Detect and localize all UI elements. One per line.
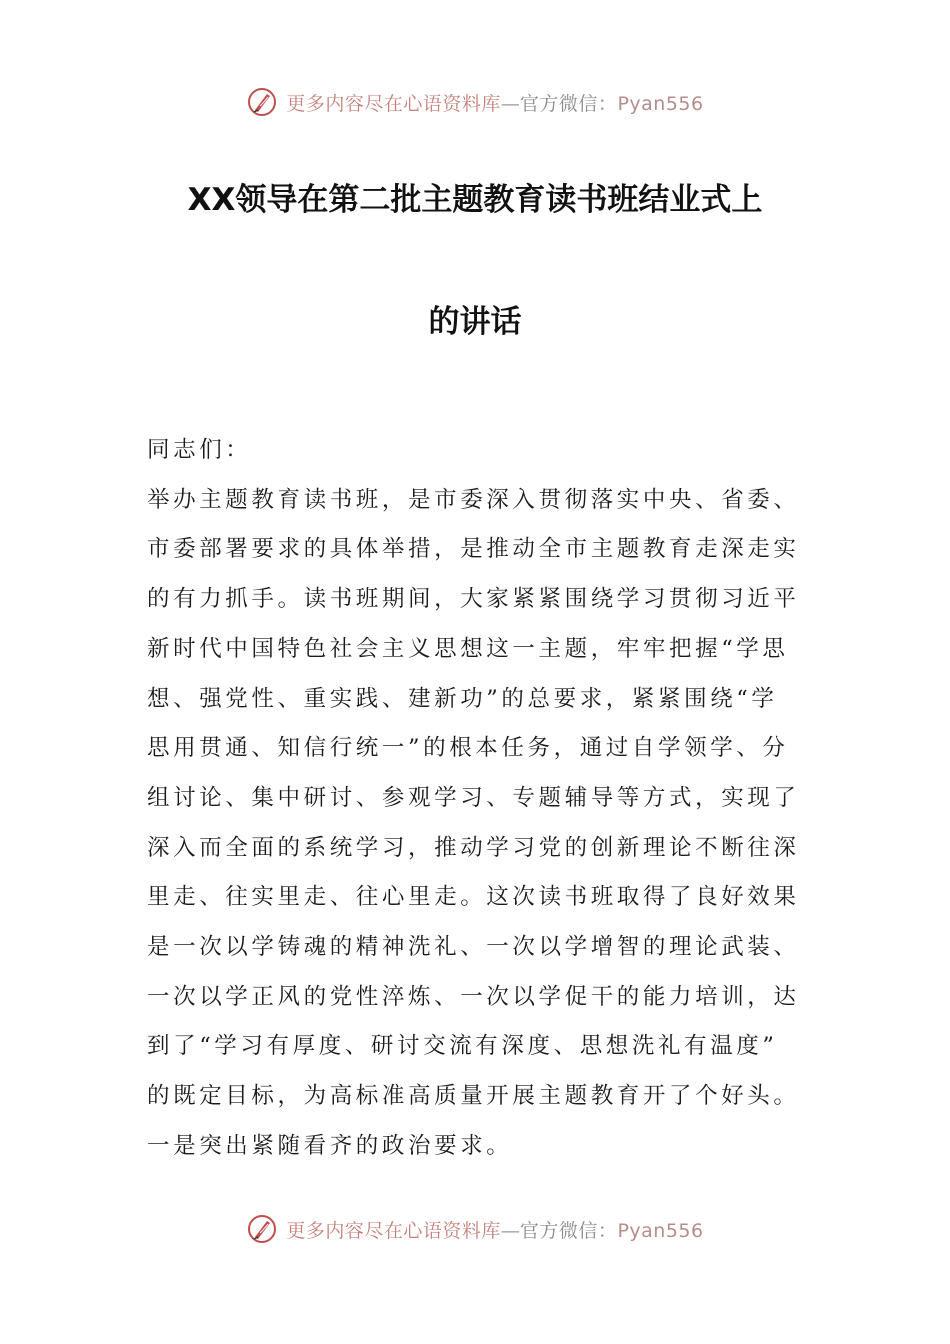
body-line: 同志们： bbox=[147, 437, 252, 463]
watermark-contact-id: Pyan556 bbox=[617, 92, 704, 115]
body-line: 市委部署要求的具体举措，是推动全市主题教育走深走实 bbox=[147, 536, 800, 563]
body-line: 思用贯通、知信行统一”的根本任务，通过自学领学、分 bbox=[147, 735, 789, 762]
body-line: 里走、往实里走、往心里走。这次读书班取得了良好效果 bbox=[147, 884, 800, 911]
body-line: 想、强党性、重实践、建新功”的总要求，紧紧围绕“学 bbox=[147, 685, 778, 712]
watermark-contact-label: 官方微信： bbox=[519, 1219, 618, 1242]
watermark-dash: — bbox=[500, 92, 520, 115]
body-line: 举办主题教育读书班，是市委深入贯彻落实中央、省委、 bbox=[147, 486, 800, 513]
body-line: 深入而全面的系统学习，推动学习党的创新理论不断往深 bbox=[147, 834, 800, 861]
document-title-line-1: XX领导在第二批主题教育读书班结业式上 bbox=[187, 182, 763, 218]
watermark-text bbox=[286, 89, 703, 116]
footer-watermark bbox=[0, 1212, 950, 1246]
document-title-line-2: 的讲话 bbox=[428, 304, 522, 340]
body-line: 组讨论、集中研讨、参观学习、专题辅导等方式，实现了 bbox=[147, 784, 800, 811]
header-watermark bbox=[0, 85, 950, 119]
body-line: 一次以学正风的党性淬炼、一次以学促干的能力培训，达 bbox=[147, 983, 800, 1010]
document-body bbox=[147, 426, 811, 1172]
body-line: 的有力抓手。读书班期间，大家紧紧围绕学习贯彻习近平 bbox=[147, 586, 800, 613]
quill-logo-icon bbox=[246, 1213, 278, 1245]
watermark-text bbox=[286, 1216, 703, 1243]
body-line: 是一次以学铸魂的精神洗礼、一次以学增智的理论武装、 bbox=[147, 934, 800, 961]
body-line: 新时代中国特色社会主义思想这一主题，牢牢把握“学思 bbox=[147, 635, 789, 662]
body-line: 的既定目标，为高标准高质量开展主题教育开了个好头。 bbox=[147, 1083, 800, 1110]
quill-logo-icon bbox=[246, 86, 278, 118]
watermark-brand: 更多内容尽在心语资料库 bbox=[286, 92, 501, 115]
watermark-contact-id: Pyan556 bbox=[617, 1219, 704, 1242]
body-line: 到了“学习有厚度、研讨交流有深度、思想洗礼有温度” bbox=[147, 1033, 778, 1060]
watermark-contact-label: 官方微信： bbox=[519, 92, 618, 115]
body-line: 一是突出紧随看齐的政治要求。 bbox=[147, 1132, 513, 1159]
watermark-dash: — bbox=[500, 1219, 520, 1242]
watermark-brand: 更多内容尽在心语资料库 bbox=[286, 1219, 501, 1242]
